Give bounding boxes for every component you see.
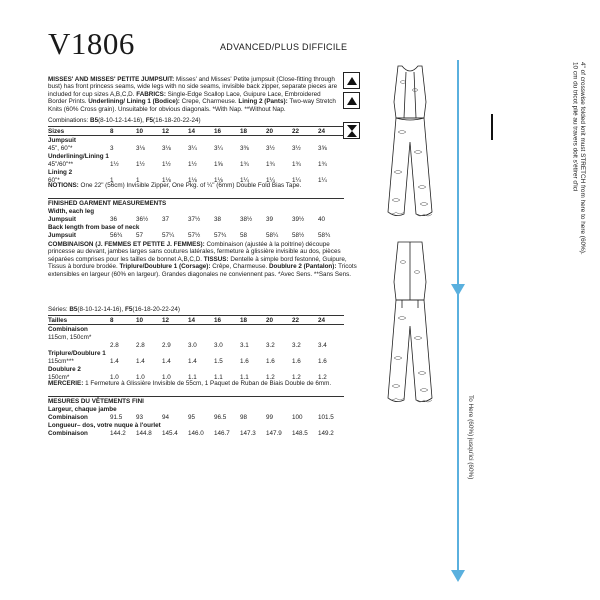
finished-row-label: Combinaison xyxy=(48,414,88,421)
yardage-row xyxy=(48,160,344,168)
finished-value: 144.2 xyxy=(110,430,126,437)
stretch-gauge-line xyxy=(457,60,459,580)
finished-value: 148.5 xyxy=(292,430,308,437)
finished-label: Longueur– dos, votre nuque à l'ourlet xyxy=(48,422,161,429)
hourglass-icon xyxy=(343,122,360,139)
yardage-value: 3¼ xyxy=(188,145,197,152)
finished-grid-en xyxy=(48,198,344,239)
yardage-row xyxy=(48,168,344,176)
combinations-fr-f5: F5 xyxy=(125,306,133,313)
finished-value: 36 xyxy=(110,216,118,223)
yardage-value: 2.9 xyxy=(162,342,171,349)
size-header-cell: Tailles xyxy=(48,316,110,325)
description-fr-body: Combinaison (ajustée à la poitrine) découpe princesse au devant, jambes larges sans coutures latérales, fermeture à glissière invisible au dos, pièces séparées comprises pour les tailles de bonnet A,B,C,D. xyxy=(48,241,341,263)
notions-body: One 22" (56cm) Invisible Zipper, One Pkg. of ¼" (6mm) Double Fold Bias Tape. xyxy=(78,182,302,189)
mercerie-label: MERCERIE: xyxy=(48,380,84,387)
finished-value: 57¼ xyxy=(162,232,175,239)
side-bar-mark xyxy=(491,114,493,140)
finished-en xyxy=(48,198,344,239)
nap-icons xyxy=(343,72,361,142)
finished-value: 57¾ xyxy=(214,232,227,239)
yardage-row-label: Underlining/Lining 1 xyxy=(48,153,109,160)
description-en-body: Misses' and Misses' Petite jumpsuit (Close-fitting through bust) has front princess seams, wide legs with no side seams, invisible back zipper, separate pieces are included for cup sizes A,B,C,D. xyxy=(48,76,338,98)
lining-label: Underlining/ Lining 1 (Bodice): xyxy=(86,98,180,106)
yardage-value: 3⅝ xyxy=(318,145,327,152)
yardage-value: 3⅛ xyxy=(162,145,171,152)
difficulty-level: ADVANCED/PLUS DIFFICILE xyxy=(220,42,348,52)
yardage-value: 1¼ xyxy=(266,177,275,184)
yardage-row-label: Triplure/Doublure 1 xyxy=(48,350,106,357)
yardage-row xyxy=(48,365,344,373)
lining-body: Crepe, Charmeuse. xyxy=(179,98,237,106)
doublure-body: Tricots extensibles en largeur (60% en largeur). Grandes diagonales ne conviennent pas. *Avec Sens. **Sans Sens. xyxy=(48,263,357,278)
lining2-body: Two-way Stretch Knits (60% Cross grain). Unsuitable for obvious diagonals. *With Nap. **Without Nap. xyxy=(48,98,336,113)
pattern-number: V1806 xyxy=(48,26,135,61)
yardage-value: 1.2 xyxy=(292,374,301,381)
yardage-row-label: Combinaison xyxy=(48,326,88,333)
combinations-en-b5-sizes: (8-10-12-14-16), xyxy=(98,117,144,124)
yardage-value: 1½ xyxy=(110,161,119,168)
tissus-body: Dentelle à simple bord festonné, Guipure, Tissus à bordure brodée. xyxy=(48,255,347,271)
tissus-label: TISSUS: xyxy=(202,255,229,263)
size-header-cell: 14 xyxy=(188,316,214,325)
yardage-value: 1.6 xyxy=(266,358,275,365)
yardage-row-label xyxy=(48,341,110,349)
size-header-cell: 16 xyxy=(214,316,240,325)
yardage-value: 1.4 xyxy=(136,358,145,365)
fabrics-label: FABRICS: xyxy=(134,90,166,98)
yardage-row-label: 115cm*** xyxy=(48,358,74,365)
description-en-title: MISSES' AND MISSES' PETITE JUMPSUIT: xyxy=(48,76,175,83)
mercerie-fr xyxy=(48,380,358,387)
description-fr-title: COMBINAISON (J. FEMMES ET PETITE J. FEMMES): xyxy=(48,241,205,248)
yardage-value: 1¾ xyxy=(266,161,275,168)
finished-value: 101.5 xyxy=(318,414,334,421)
yardage-value: 1.5 xyxy=(214,358,223,365)
yardage-value: 3½ xyxy=(292,145,301,152)
yardage-row xyxy=(48,349,344,357)
yardage-row xyxy=(48,333,344,341)
size-header-cell: 10 xyxy=(136,316,162,325)
finished-row-label: Combinaison xyxy=(48,430,88,437)
finished-label: MESURES DU VÊTEMENTS FINI xyxy=(48,397,344,406)
size-header-cell: 8 xyxy=(110,316,136,325)
finished-value: 98 xyxy=(240,414,248,421)
finished-value: 146.0 xyxy=(188,430,204,437)
yardage-value: 1½ xyxy=(188,161,197,168)
finished-label-row xyxy=(48,223,344,231)
combinations-en-f5-sizes: (16-18-20-22-24) xyxy=(153,117,201,124)
yardage-value: 3.1 xyxy=(240,342,249,349)
yardage-value: 1¼ xyxy=(318,177,327,184)
yardage-value: 3 xyxy=(110,145,114,152)
yardage-value: 1¾ xyxy=(240,161,249,168)
stretch-gauge-top-arrow xyxy=(451,284,465,296)
yardage-value: 1.4 xyxy=(188,358,197,365)
yardage-table-en xyxy=(48,126,344,184)
finished-label: Width, each leg xyxy=(48,208,95,215)
yardage-value: 1.0 xyxy=(136,374,145,381)
finished-value: 57 xyxy=(136,232,144,239)
yardage-value: 3⅜ xyxy=(240,145,249,152)
finished-row xyxy=(48,429,344,437)
finished-value: 95 xyxy=(188,414,196,421)
yardage-value: 3½ xyxy=(266,145,275,152)
combinations-en-label: Combinations: xyxy=(48,117,89,124)
yardage-value: 1.1 xyxy=(188,374,197,381)
yardage-row-label: 45"/60"** xyxy=(48,161,74,168)
finished-label-row xyxy=(48,405,344,413)
finished-value: 144.8 xyxy=(136,430,152,437)
size-header-cell: 8 xyxy=(110,127,136,136)
yardage-value: 1.1 xyxy=(214,374,223,381)
yardage-value: 1.2 xyxy=(318,374,327,381)
stretch-gauge-bottom-arrow xyxy=(451,570,465,582)
finished-value: 58½ xyxy=(292,232,305,239)
combinations-fr-f5-sizes: (16-18-20-22-24) xyxy=(132,306,180,313)
yardage-value: 1¼ xyxy=(292,177,301,184)
finished-label: Back length from base of neck xyxy=(48,224,140,231)
yardage-value: 1.1 xyxy=(240,374,249,381)
finished-value: 38½ xyxy=(240,216,253,223)
yardage-table-fr xyxy=(48,315,344,381)
yardage-value: 3.0 xyxy=(214,342,223,349)
stretch-side-note: 4" of crosswise folded knit must STRETCH from here to here (60%). 10 cm du tricot plié au travers doit s'étirer d'ici xyxy=(571,62,586,255)
yardage-value: 1.6 xyxy=(240,358,249,365)
doublure-label: Doublure 2 (Pantalon): xyxy=(267,263,337,271)
finished-value: 96.5 xyxy=(214,414,227,421)
finished-value: 58¼ xyxy=(266,232,279,239)
yardage-value: 3.4 xyxy=(318,342,327,349)
size-header-cell: 12 xyxy=(162,127,188,136)
finished-fr xyxy=(48,396,344,437)
finished-value: 147.9 xyxy=(266,430,282,437)
yardage-value: 1⅛ xyxy=(188,177,197,184)
yardage-value: 3.0 xyxy=(188,342,197,349)
yardage-value: 1½ xyxy=(162,161,171,168)
finished-value: 149.2 xyxy=(318,430,334,437)
finished-value: 91.5 xyxy=(110,414,123,421)
combinations-fr xyxy=(48,306,358,313)
size-header-cell: Sizes xyxy=(48,127,110,136)
finished-value: 58¾ xyxy=(318,232,331,239)
combinations-en-b5: B5 xyxy=(90,117,99,124)
size-header-cell: 18 xyxy=(240,316,266,325)
yardage-value: 1.0 xyxy=(110,374,119,381)
finished-value: 37 xyxy=(162,216,170,223)
finished-value: 57½ xyxy=(188,232,201,239)
size-header-cell: 20 xyxy=(266,127,292,136)
size-header-cell: 12 xyxy=(162,316,188,325)
finished-row xyxy=(48,231,344,239)
finished-value: 94 xyxy=(162,414,170,421)
size-header-row xyxy=(48,127,344,136)
yardage-row-label: Lining 2 xyxy=(48,169,73,176)
finished-value: 38 xyxy=(214,216,222,223)
finished-row-label: Jumpsuit xyxy=(48,232,76,239)
yardage-value: 3.2 xyxy=(292,342,301,349)
lining2-label: Lining 2 (Pants): xyxy=(236,98,288,106)
finished-label-row xyxy=(48,421,344,429)
yardage-value: 1.6 xyxy=(318,358,327,365)
finished-value: 37½ xyxy=(188,216,201,223)
yardage-row-label: 115cm, 150cm* xyxy=(48,334,92,341)
finished-label-row xyxy=(48,199,344,208)
finished-value: 56¾ xyxy=(110,232,123,239)
finished-row xyxy=(48,413,344,421)
yardage-value: 2.8 xyxy=(110,342,119,349)
combinations-fr-b5-sizes: (8-10-12-14-16), xyxy=(77,306,124,313)
jumpsuit-front-drawing xyxy=(372,62,448,232)
finished-value: 39 xyxy=(266,216,274,223)
yardage-value: 1⅝ xyxy=(214,161,223,168)
size-header-row xyxy=(48,316,344,325)
finished-value: 36½ xyxy=(136,216,149,223)
yardage-row xyxy=(48,152,344,160)
combinations-fr-b5: B5 xyxy=(69,306,78,313)
triangle-up-icon xyxy=(343,92,360,109)
yardage-row xyxy=(48,325,344,334)
size-header-cell: 16 xyxy=(214,127,240,136)
finished-value: 58 xyxy=(240,232,248,239)
description-fr xyxy=(48,241,358,278)
size-header-cell: 10 xyxy=(136,127,162,136)
yardage-row-label: Jumpsuit xyxy=(48,137,76,144)
yardage-value: 1 xyxy=(136,177,140,184)
yardage-value: 1¾ xyxy=(318,161,327,168)
yardage-value: 1¼ xyxy=(240,177,249,184)
yardage-grid-en xyxy=(48,126,344,184)
yardage-value: 1.6 xyxy=(292,358,301,365)
yardage-row xyxy=(48,341,344,349)
yardage-value: 1.0 xyxy=(162,374,171,381)
yardage-row xyxy=(48,357,344,365)
combinations-en-f5: F5 xyxy=(145,117,154,124)
finished-value: 147.3 xyxy=(240,430,256,437)
size-header-cell: 18 xyxy=(240,127,266,136)
stretch-gauge-label: To Here (60%) jusqu'ici (60%) xyxy=(467,395,474,480)
yardage-row-label: Doublure 2 xyxy=(48,366,81,373)
yardage-grid-fr xyxy=(48,315,344,381)
yardage-row-label: 60"* xyxy=(48,177,60,184)
combinations-en xyxy=(48,117,358,124)
finished-value: 146.7 xyxy=(214,430,230,437)
triplure-label: Triplure/Doublure 1 (Corsage): xyxy=(117,263,211,271)
finished-value: 39½ xyxy=(292,216,305,223)
finished-value: 100 xyxy=(292,414,303,421)
notions-label: NOTIONS: xyxy=(48,182,79,189)
finished-grid-fr xyxy=(48,396,344,437)
yardage-row-label: 45", 60"* xyxy=(48,145,73,152)
combinations-fr-label: Séries: xyxy=(48,306,68,313)
yardage-value: 3¼ xyxy=(214,145,223,152)
yardage-value: 1 xyxy=(110,177,114,184)
mercerie-body: 1 Fermeture à Glissière Invisible de 55cm, 1 Paquet de Ruban de Biais Double de 6mm. xyxy=(83,380,332,387)
finished-row-label: Jumpsuit xyxy=(48,216,76,223)
fabrics-body: Single-Edge Scallop Lace, Guipure Lace, Embroidered Border Prints. xyxy=(48,90,321,106)
yardage-row-label: 150cm* xyxy=(48,374,70,381)
finished-value: 40 xyxy=(318,216,326,223)
stretch-gauge xyxy=(449,60,467,600)
finished-label-row xyxy=(48,397,344,406)
yardage-value: 3⅛ xyxy=(136,145,145,152)
size-header-cell: 24 xyxy=(318,127,344,136)
size-header-cell: 14 xyxy=(188,127,214,136)
yardage-value: 1⅛ xyxy=(162,177,171,184)
yardage-value: 1.2 xyxy=(266,374,275,381)
finished-label-row xyxy=(48,207,344,215)
notions-en xyxy=(48,182,358,189)
yardage-value: 1.4 xyxy=(162,358,171,365)
size-header-cell: 20 xyxy=(266,316,292,325)
yardage-row xyxy=(48,136,344,145)
jumpsuit-back-drawing xyxy=(372,238,448,418)
yardage-value: 1.4 xyxy=(110,358,119,365)
finished-value: 145.4 xyxy=(162,430,178,437)
yardage-value: 3.2 xyxy=(266,342,275,349)
triplure-body: Crêpe, Charmeuse. xyxy=(210,263,268,271)
description-en xyxy=(48,76,340,113)
yardage-value: 2.8 xyxy=(136,342,145,349)
yardage-value: 1¾ xyxy=(292,161,301,168)
size-header-cell: 24 xyxy=(318,316,344,325)
finished-value: 93 xyxy=(136,414,144,421)
finished-label: FINISHED GARMENT MEASUREMENTS xyxy=(48,199,344,208)
yardage-row xyxy=(48,144,344,152)
size-header-cell: 22 xyxy=(292,316,318,325)
size-header-cell: 22 xyxy=(292,127,318,136)
yardage-value: 1⅛ xyxy=(214,177,223,184)
triangle-up-icon xyxy=(343,72,360,89)
finished-value: 99 xyxy=(266,414,274,421)
yardage-value: 1½ xyxy=(136,161,145,168)
finished-label: Largeur, chaque jambe xyxy=(48,406,117,413)
finished-row xyxy=(48,215,344,223)
